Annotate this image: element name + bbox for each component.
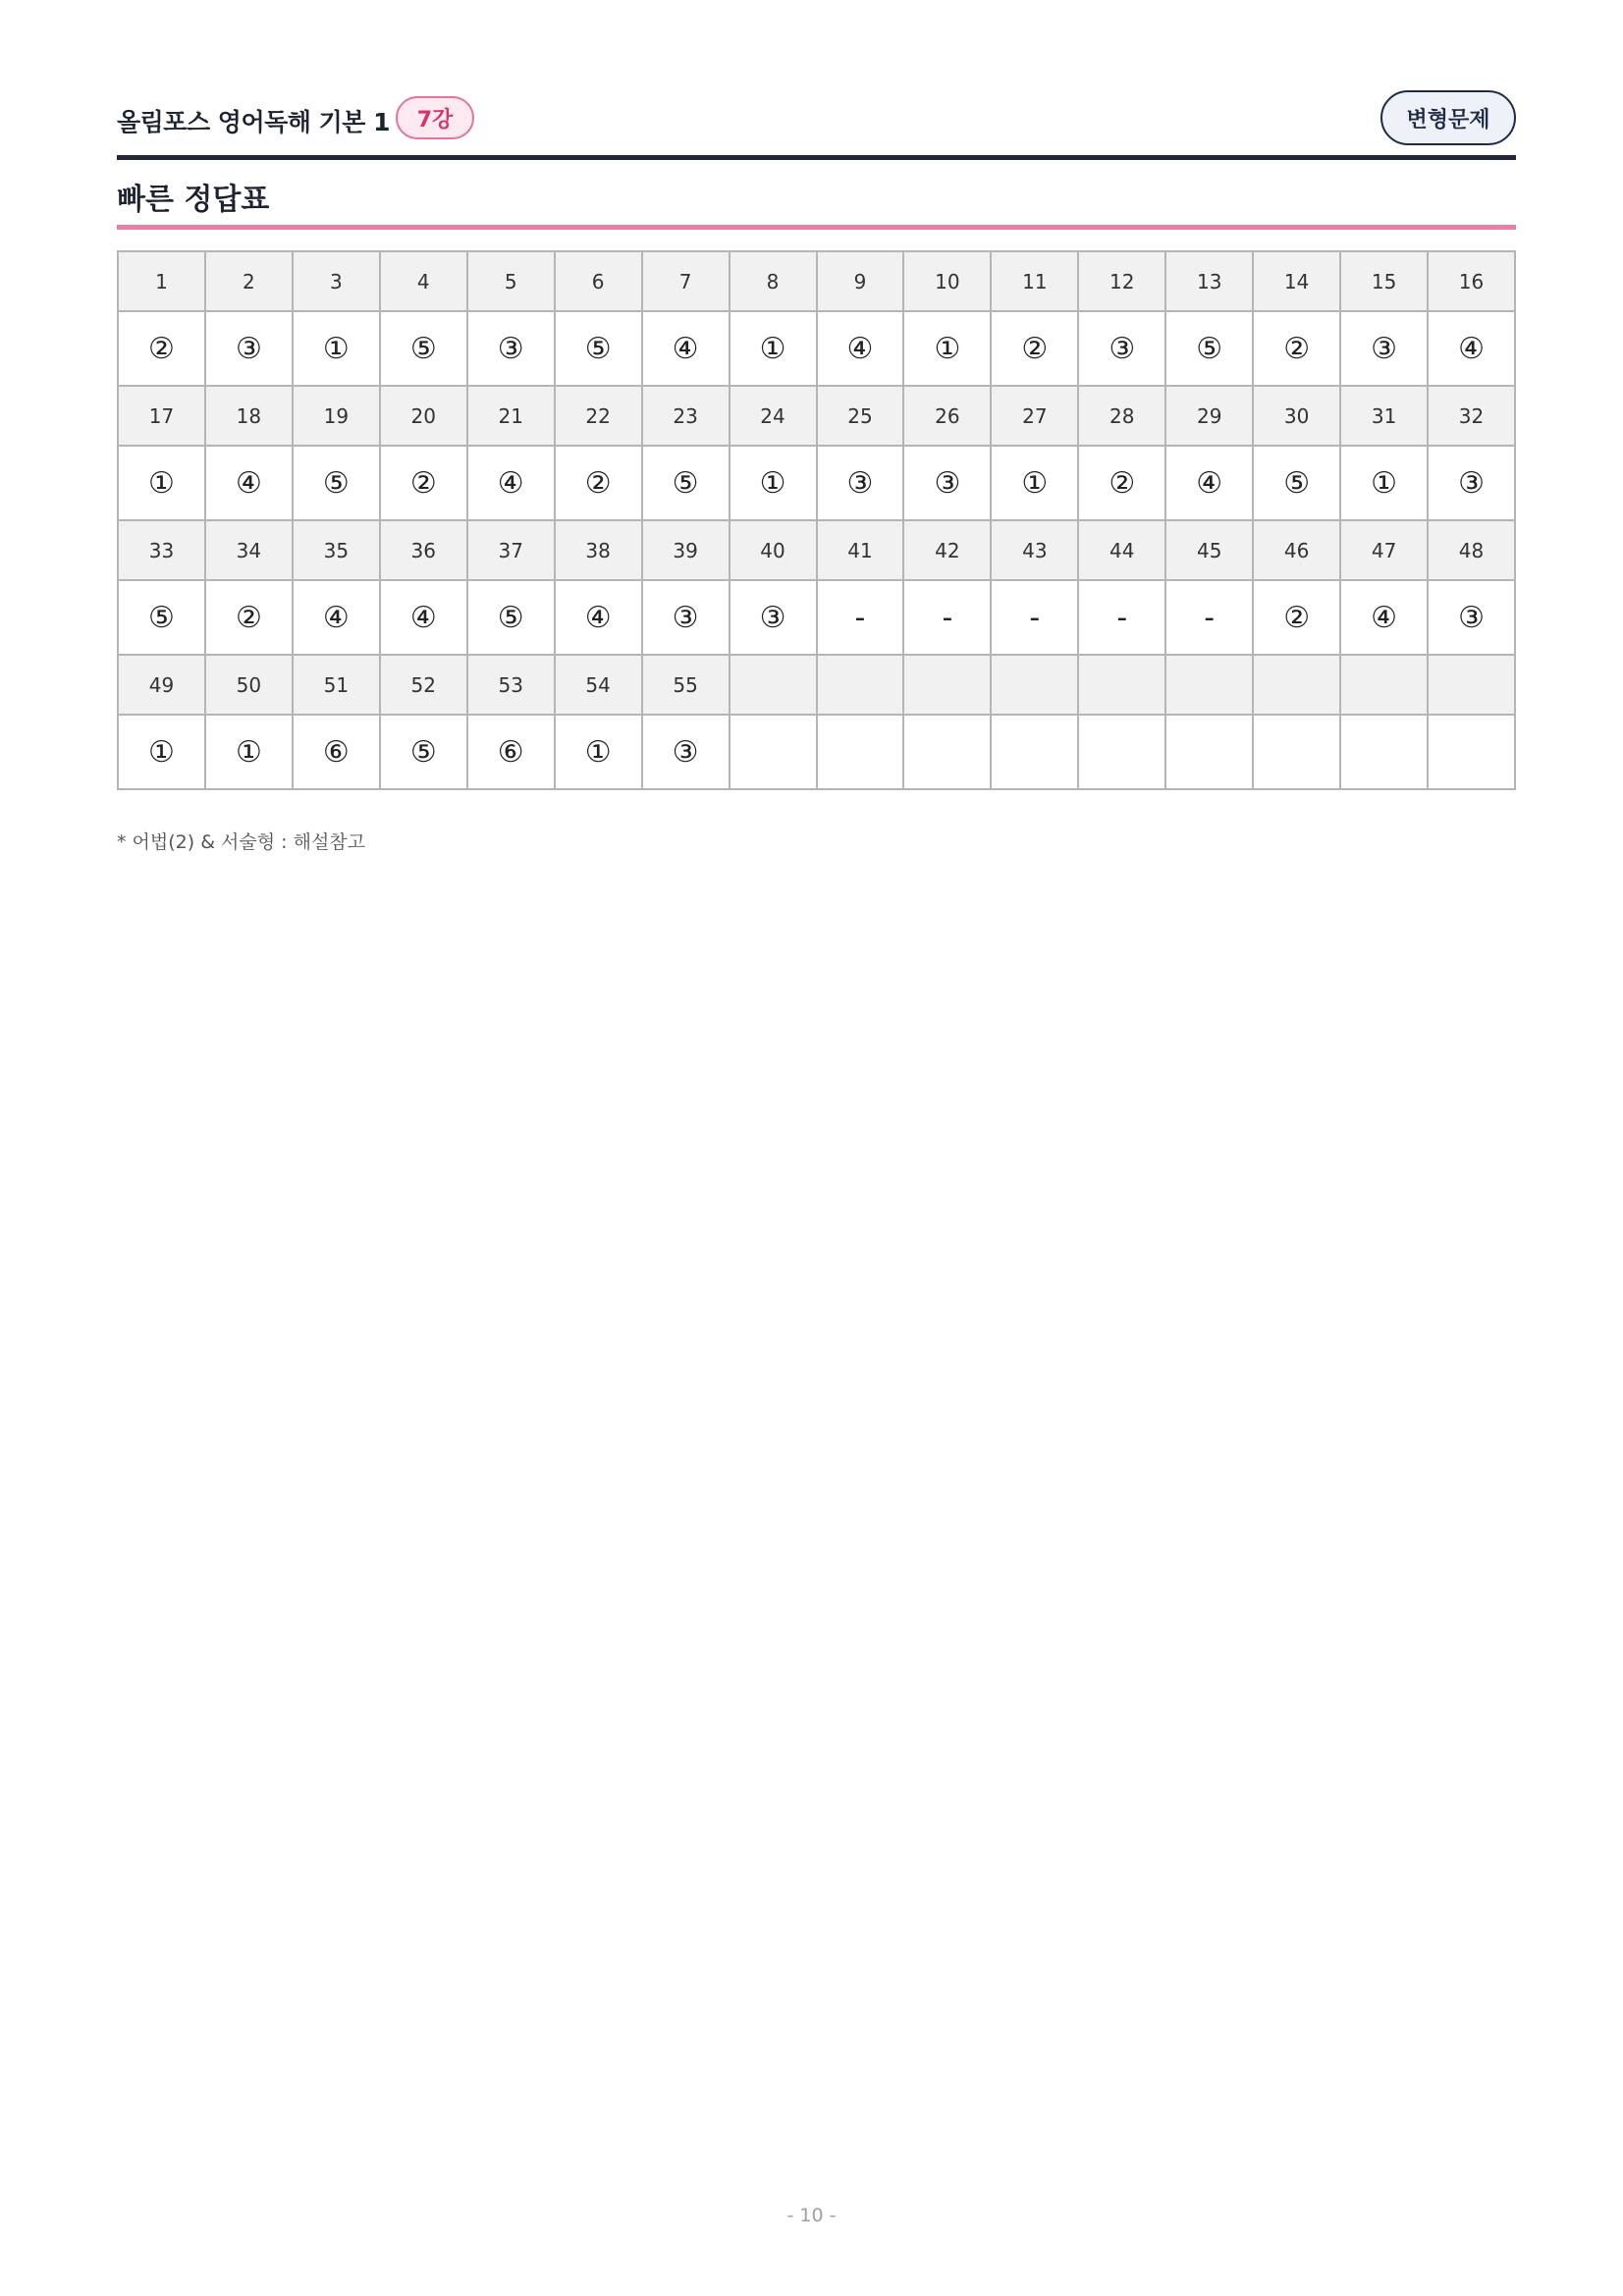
answer-cell xyxy=(1253,715,1340,789)
answer-cell: ⑤ xyxy=(118,580,205,655)
answer-cell: ⑤ xyxy=(380,311,467,386)
question-number-cell: 53 xyxy=(467,655,555,715)
question-number-cell: 13 xyxy=(1165,251,1253,311)
question-number-row xyxy=(118,251,1515,311)
answer-row xyxy=(118,311,1515,386)
answer-cell: ④ xyxy=(642,311,730,386)
question-number-cell: 38 xyxy=(555,520,642,580)
question-number-cell: 25 xyxy=(817,386,904,446)
answer-cell: ③ xyxy=(817,446,904,520)
question-number-cell xyxy=(1428,655,1515,715)
answer-cell xyxy=(991,715,1078,789)
question-number-cell: 19 xyxy=(293,386,380,446)
question-number-cell: 18 xyxy=(205,386,293,446)
answer-cell: ① xyxy=(118,446,205,520)
question-number-cell: 9 xyxy=(817,251,904,311)
answer-cell: ② xyxy=(555,446,642,520)
question-number-cell: 48 xyxy=(1428,520,1515,580)
answer-cell: ③ xyxy=(1428,580,1515,655)
question-number-cell: 32 xyxy=(1428,386,1515,446)
answer-table xyxy=(117,250,1516,790)
question-number-cell: 15 xyxy=(1340,251,1428,311)
question-number-cell: 22 xyxy=(555,386,642,446)
answer-cell: ② xyxy=(1253,311,1340,386)
question-number-cell: 43 xyxy=(991,520,1078,580)
answer-cell: ④ xyxy=(1428,311,1515,386)
answer-cell: ⑥ xyxy=(293,715,380,789)
answer-cell: ④ xyxy=(817,311,904,386)
question-number-cell: 26 xyxy=(903,386,991,446)
section-divider xyxy=(117,225,1516,230)
question-number-cell: 1 xyxy=(118,251,205,311)
answer-cell xyxy=(1165,715,1253,789)
answer-cell: ① xyxy=(730,446,817,520)
answer-cell: ④ xyxy=(293,580,380,655)
answer-cell: - xyxy=(903,580,991,655)
question-number-cell: 39 xyxy=(642,520,730,580)
answer-cell xyxy=(730,715,817,789)
answer-cell: ③ xyxy=(903,446,991,520)
question-number-cell xyxy=(991,655,1078,715)
question-number-cell: 8 xyxy=(730,251,817,311)
answer-cell xyxy=(1078,715,1165,789)
answer-cell: ③ xyxy=(730,580,817,655)
answer-cell: ② xyxy=(205,580,293,655)
answer-cell: ① xyxy=(903,311,991,386)
question-number-cell: 37 xyxy=(467,520,555,580)
question-number-cell: 45 xyxy=(1165,520,1253,580)
question-number-cell xyxy=(1340,655,1428,715)
question-number-cell: 20 xyxy=(380,386,467,446)
section-title: 빠른 정답표 xyxy=(117,183,270,217)
footnote: * 어법(2) & 서술형 : 해설참고 xyxy=(117,831,366,853)
answer-row xyxy=(118,715,1515,789)
question-number-cell: 2 xyxy=(205,251,293,311)
answer-cell: ① xyxy=(730,311,817,386)
question-number-cell: 7 xyxy=(642,251,730,311)
question-number-row xyxy=(118,655,1515,715)
answer-cell: ④ xyxy=(467,446,555,520)
page-header xyxy=(117,90,1516,155)
book-title: 올림포스 영어독해 기본 1 xyxy=(117,108,391,136)
answer-cell: ① xyxy=(1340,446,1428,520)
question-number-cell: 24 xyxy=(730,386,817,446)
question-number-cell: 44 xyxy=(1078,520,1165,580)
question-number-cell: 34 xyxy=(205,520,293,580)
question-number-cell: 55 xyxy=(642,655,730,715)
answer-cell: ② xyxy=(991,311,1078,386)
question-number-cell xyxy=(730,655,817,715)
page-number: - 10 - xyxy=(786,2205,837,2226)
header-divider xyxy=(117,155,1516,160)
answer-cell: ② xyxy=(1253,580,1340,655)
answer-cell: ③ xyxy=(1078,311,1165,386)
question-number-cell xyxy=(1078,655,1165,715)
answer-cell: ⑤ xyxy=(293,446,380,520)
question-number-cell: 46 xyxy=(1253,520,1340,580)
answer-cell xyxy=(1340,715,1428,789)
problem-type-badge: 변형문제 xyxy=(1380,90,1516,145)
answer-cell xyxy=(1428,715,1515,789)
answer-cell: ② xyxy=(1078,446,1165,520)
question-number-cell xyxy=(817,655,904,715)
answer-cell: ⑤ xyxy=(555,311,642,386)
answer-cell: - xyxy=(1165,580,1253,655)
question-number-cell: 12 xyxy=(1078,251,1165,311)
answer-cell: ③ xyxy=(1428,446,1515,520)
answer-cell: ⑤ xyxy=(1165,311,1253,386)
answer-cell xyxy=(817,715,904,789)
question-number-cell: 5 xyxy=(467,251,555,311)
question-number-cell: 16 xyxy=(1428,251,1515,311)
answer-cell: ⑥ xyxy=(467,715,555,789)
answer-row xyxy=(118,446,1515,520)
answer-cell: - xyxy=(991,580,1078,655)
question-number-cell: 27 xyxy=(991,386,1078,446)
question-number-cell: 4 xyxy=(380,251,467,311)
answer-cell: ① xyxy=(293,311,380,386)
question-number-cell: 10 xyxy=(903,251,991,311)
question-number-cell: 36 xyxy=(380,520,467,580)
answer-cell: ③ xyxy=(1340,311,1428,386)
question-number-cell: 14 xyxy=(1253,251,1340,311)
question-number-cell: 21 xyxy=(467,386,555,446)
question-number-cell: 28 xyxy=(1078,386,1165,446)
answer-cell: ③ xyxy=(467,311,555,386)
answer-cell: ③ xyxy=(642,580,730,655)
question-number-cell: 17 xyxy=(118,386,205,446)
answer-cell: ④ xyxy=(205,446,293,520)
question-number-cell: 49 xyxy=(118,655,205,715)
answer-cell: ① xyxy=(555,715,642,789)
question-number-cell xyxy=(903,655,991,715)
answer-cell xyxy=(903,715,991,789)
answer-cell: ② xyxy=(118,311,205,386)
answer-cell: ② xyxy=(380,446,467,520)
answer-cell: ④ xyxy=(1340,580,1428,655)
question-number-cell: 51 xyxy=(293,655,380,715)
question-number-cell: 33 xyxy=(118,520,205,580)
question-number-cell: 52 xyxy=(380,655,467,715)
question-number-cell: 40 xyxy=(730,520,817,580)
answer-cell: ① xyxy=(991,446,1078,520)
answer-cell: ④ xyxy=(1165,446,1253,520)
question-number-cell: 54 xyxy=(555,655,642,715)
question-number-row xyxy=(118,520,1515,580)
question-number-cell: 42 xyxy=(903,520,991,580)
question-number-cell: 30 xyxy=(1253,386,1340,446)
answer-row xyxy=(118,580,1515,655)
answer-cell: ⑤ xyxy=(380,715,467,789)
answer-cell: ④ xyxy=(380,580,467,655)
answer-cell: ⑤ xyxy=(642,446,730,520)
answer-cell: ③ xyxy=(642,715,730,789)
question-number-cell: 29 xyxy=(1165,386,1253,446)
answer-cell: - xyxy=(1078,580,1165,655)
answer-cell: ④ xyxy=(555,580,642,655)
question-number-row xyxy=(118,386,1515,446)
answer-cell: ⑤ xyxy=(467,580,555,655)
answer-cell: ① xyxy=(118,715,205,789)
question-number-cell: 6 xyxy=(555,251,642,311)
question-number-cell: 23 xyxy=(642,386,730,446)
question-number-cell: 3 xyxy=(293,251,380,311)
answer-cell: ③ xyxy=(205,311,293,386)
question-number-cell xyxy=(1253,655,1340,715)
question-number-cell: 11 xyxy=(991,251,1078,311)
answer-cell: ① xyxy=(205,715,293,789)
answer-cell: - xyxy=(817,580,904,655)
question-number-cell: 50 xyxy=(205,655,293,715)
question-number-cell: 47 xyxy=(1340,520,1428,580)
question-number-cell: 31 xyxy=(1340,386,1428,446)
question-number-cell xyxy=(1165,655,1253,715)
question-number-cell: 35 xyxy=(293,520,380,580)
lesson-badge: 7강 xyxy=(396,96,474,139)
answer-cell: ⑤ xyxy=(1253,446,1340,520)
question-number-cell: 41 xyxy=(817,520,904,580)
